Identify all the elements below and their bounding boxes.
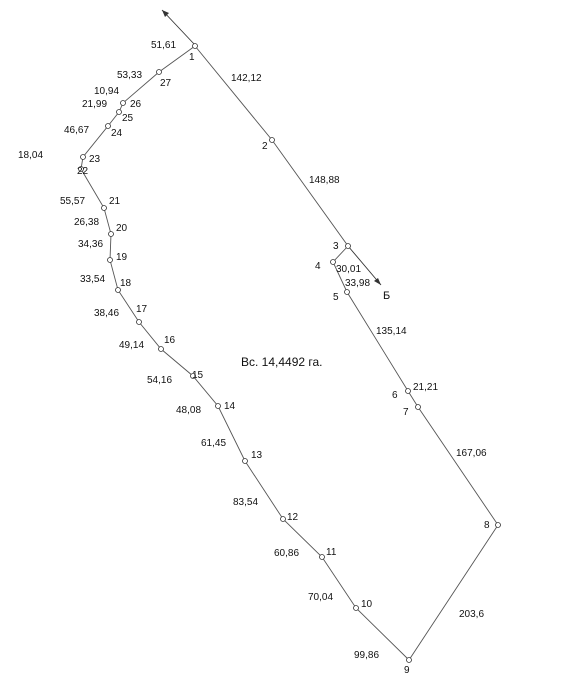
point-label-18: 18 xyxy=(120,278,132,289)
point-label-20: 20 xyxy=(116,223,128,234)
length-17-18: 38,46 xyxy=(94,308,120,319)
bearing-arrow-head xyxy=(374,278,381,285)
direction-label: Б xyxy=(383,290,391,302)
point-label-27: 27 xyxy=(160,78,172,89)
vertex-markers xyxy=(79,44,501,663)
length-22-23: 18,04 xyxy=(18,150,44,161)
point-label-24: 24 xyxy=(111,128,123,139)
point-label-12: 12 xyxy=(287,512,299,523)
length-18-19: 33,54 xyxy=(80,274,106,285)
parcel-boundary xyxy=(81,46,498,660)
point-label-6: 6 xyxy=(392,390,398,401)
point-label-25: 25 xyxy=(122,113,134,124)
length-14-15: 48,08 xyxy=(176,405,202,416)
point-label-3: 3 xyxy=(333,241,339,252)
length-9-10: 99,86 xyxy=(354,650,380,661)
point-label-23: 23 xyxy=(89,154,101,165)
area-label: Вс. 14,4492 га. xyxy=(241,355,323,369)
point-label-22: 22 xyxy=(77,166,89,177)
point-label-5: 5 xyxy=(333,292,339,303)
length-19-20: 34,36 xyxy=(78,239,104,250)
length-24-25: 21,99 xyxy=(82,99,108,110)
length-21-22: 55,57 xyxy=(60,196,86,207)
point-label-10: 10 xyxy=(361,599,373,610)
length-3-4: 30,01 xyxy=(336,264,362,275)
point-label-8: 8 xyxy=(484,520,490,531)
length-6-7: 21,21 xyxy=(413,382,439,393)
length-11-12: 60,86 xyxy=(274,548,300,559)
length-15-16: 54,16 xyxy=(147,375,173,386)
length-25-26: 10,94 xyxy=(94,86,120,97)
point-label-21: 21 xyxy=(109,196,121,207)
length-2-3: 148,88 xyxy=(309,175,340,186)
point-label-19: 19 xyxy=(116,252,128,263)
point-label-9: 9 xyxy=(404,665,410,676)
length-1-2: 142,12 xyxy=(231,73,262,84)
length-20-21: 26,38 xyxy=(74,217,100,228)
segment-lengths xyxy=(18,40,487,661)
length-10-11: 70,04 xyxy=(308,592,334,603)
length-13-14: 61,45 xyxy=(201,438,227,449)
length-27-1: 51,61 xyxy=(151,40,177,51)
point-label-17: 17 xyxy=(136,304,148,315)
point-label-26: 26 xyxy=(130,99,142,110)
point-label-2: 2 xyxy=(262,141,268,152)
length-5-6: 135,14 xyxy=(376,326,407,337)
length-26-27: 53,33 xyxy=(117,70,143,81)
length-23-24: 46,67 xyxy=(64,125,90,136)
length-4-5: 33,98 xyxy=(345,278,371,289)
length-16-17: 49,14 xyxy=(119,340,145,351)
point-label-14: 14 xyxy=(224,401,236,412)
point-label-11: 11 xyxy=(326,547,337,558)
point-label-15: 15 xyxy=(192,370,204,381)
length-8-9: 203,6 xyxy=(459,609,485,620)
length-7-8: 167,06 xyxy=(456,448,487,459)
point-label-13: 13 xyxy=(251,450,263,461)
length-12-13: 83,54 xyxy=(233,497,259,508)
point-label-1: 1 xyxy=(189,52,195,63)
point-label-7: 7 xyxy=(403,407,409,418)
point-label-16: 16 xyxy=(164,335,176,346)
point-label-4: 4 xyxy=(315,261,321,272)
